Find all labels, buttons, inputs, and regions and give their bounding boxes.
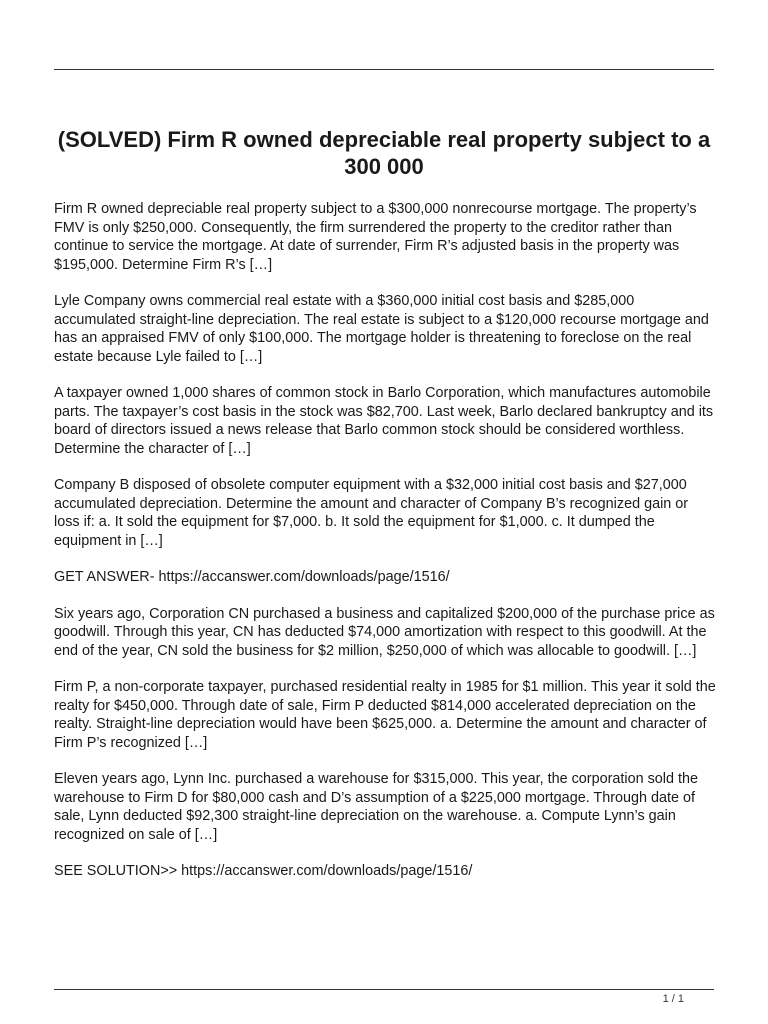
document-body <box>54 200 716 899</box>
footer-divider <box>54 989 714 990</box>
page-title: (SOLVED) Firm R owned depreciable real property subject to a 300 000 <box>57 127 711 179</box>
paragraph-lyle-company: Lyle Company owns commercial real estate with a $360,000 initial cost basis and $285,000 accumulated straight-line depreciation. The real estate is subject to a $120,000 recourse mortgage and has an appraised FMV of only $100,000. The mortgage holder is threatening to foreclose on the real estate because Lyle failed to […] <box>54 293 709 365</box>
paragraph-corporation-cn: Six years ago, Corporation CN purchased a business and capitalized $200,000 of the purchase price as goodwill. Through this year, CN has deducted $74,000 amortization with respect to this goodwill. At the end of the year, CN sold the business for $2 million, $250,000 of which was allocable to goodwill. […] <box>54 605 715 659</box>
get-answer-link[interactable]: GET ANSWER- https://accanswer.com/downloads/page/1516/ <box>54 569 450 585</box>
page-number: 1 / 1 <box>662 993 684 1005</box>
header-divider <box>54 69 714 70</box>
paragraph-company-b: Company B disposed of obsolete computer equipment with a $32,000 initial cost basis and $27,000 accumulated depreciation. Determine the amount and character of Company B’s recognized gain or loss if: a. It sold the equipment for $7,000. b. It sold the equipment for $1,000. c. It dumped the equipment in […] <box>54 477 689 549</box>
paragraph-firm-p: Firm P, a non-corporate taxpayer, purchased residential realty in 1985 for $1 million. This year it sold the realty for $450,000. Through date of sale, Firm P deducted $814,000 accelerated depreciation on the realty. Straight-line depreciation would have been $625,000. a. Determine the amount and character of Firm P’s recognized […] <box>54 679 716 751</box>
paragraph-barlo-corporation: A taxpayer owned 1,000 shares of common stock in Barlo Corporation, which manufactures automobile parts. The taxpayer’s cost basis in the stock was $82,700. Last week, Barlo declared bankruptcy and its board of directors issued a news release that Barlo common stock should be considered worthless. Determine the character of […] <box>54 385 714 457</box>
paragraph-lynn-inc: Eleven years ago, Lynn Inc. purchased a warehouse for $315,000. This year, the corporation sold the warehouse to Firm D for $80,000 cash and D’s assumption of a $225,000 mortgage. Through date of sale, Lynn deducted $92,300 straight-line depreciation on the warehouse. a. Compute Lynn’s gain recognized on sale of […] <box>54 771 698 843</box>
see-solution-link[interactable]: SEE SOLUTION>> https://accanswer.com/downloads/page/1516/ <box>54 863 473 879</box>
paragraph-firm-r: Firm R owned depreciable real property subject to a $300,000 nonrecourse mortgage. The property’s FMV is only $250,000. Consequently, the firm surrendered the property to the creditor rather than continue to service the mortgage. At date of surrender, Firm R’s adjusted basis in the property was $195,000. Determine Firm R’s […] <box>54 201 697 273</box>
